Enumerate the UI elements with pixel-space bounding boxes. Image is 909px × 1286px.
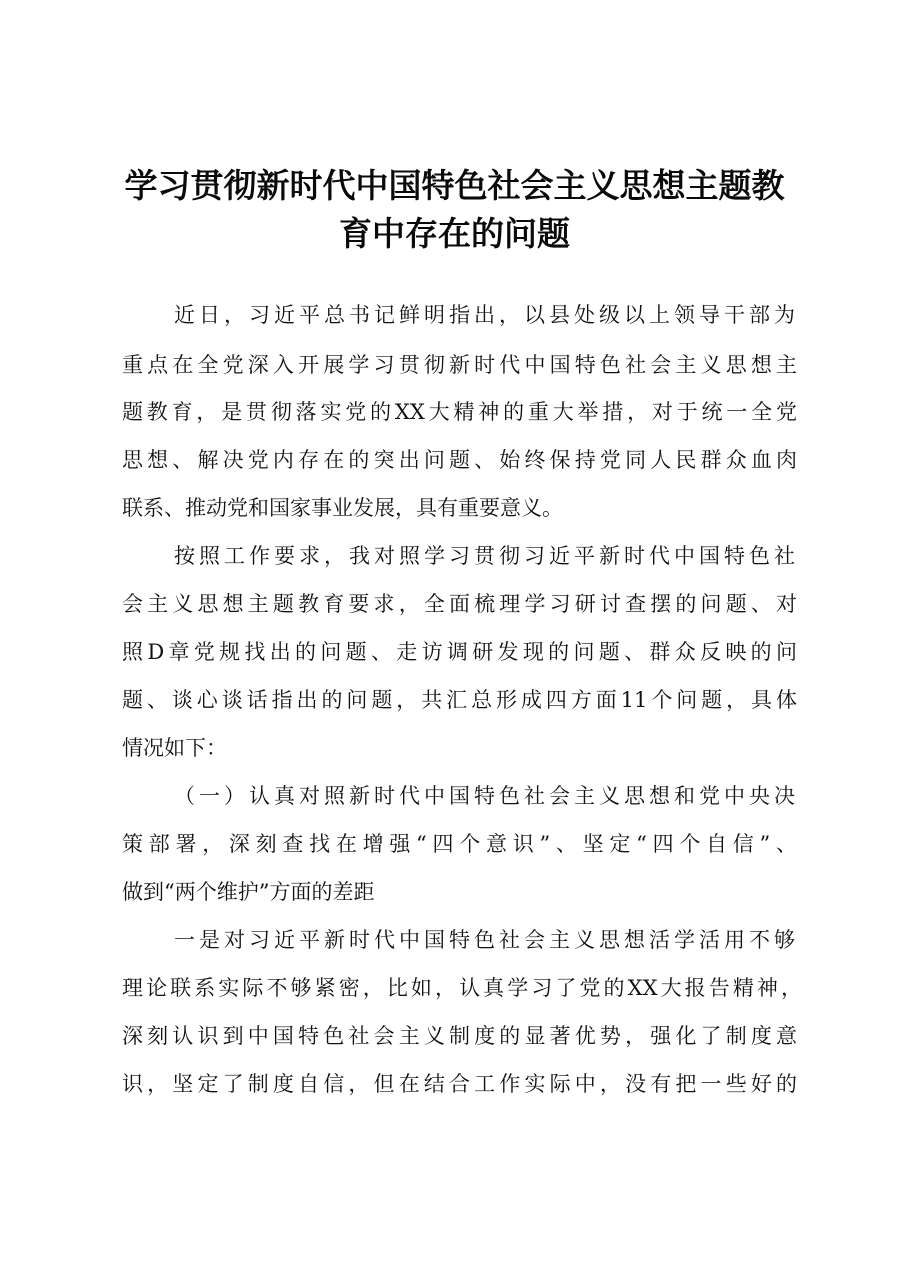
paragraph-2-line-3: 照D章党规找出的问题、走访调研发现的问题、群众反映的问 [122, 640, 797, 664]
section-heading-line-2: 策部署，深刻查找在增强“四个意识”、坚定“四个自信”、 [122, 832, 797, 856]
paragraph-1-line-2: 重点在全党深入开展学习贯彻新时代中国特色社会主义思想主 [122, 353, 797, 377]
section-heading-line-1: （一）认真对照新时代中国特色社会主义思想和党中央决 [174, 784, 795, 808]
paragraph-3-line-3: 深刻认识到中国特色社会主义制度的显著优势，强化了制度意 [122, 1024, 797, 1048]
paragraph-1-line-1: 近日，习近平总书记鲜明指出，以县处级以上领导干部为 [174, 303, 795, 327]
paragraph-2-line-4: 题、谈心谈话指出的问题，共汇总形成四方面11个问题，具体 [122, 688, 797, 712]
paragraph-3-line-4: 识，坚定了制度自信，但在结合工作实际中，没有把一些好的 [122, 1072, 797, 1096]
section-heading-line-3: 做到“两个维护”方面的差距 [122, 880, 375, 904]
paragraph-2-line-2: 会主义思想主题教育要求，全面梳理学习研讨查摆的问题、对 [122, 592, 797, 616]
paragraph-2-line-5: 情况如下： [122, 736, 227, 760]
paragraph-1-line-5: 联系、推动党和国家事业发展，具有重要意义。 [122, 496, 563, 520]
paragraph-1-line-3: 题教育，是贯彻落实党的XX大精神的重大举措，对于统一全党 [122, 400, 797, 424]
paragraph-1-line-4: 思想、解决党内存在的突出问题、始终保持党同人民群众血肉 [122, 448, 797, 472]
document-title-line-2: 育中存在的问题 [339, 214, 570, 253]
paragraph-3-line-2: 理论联系实际不够紧密，比如，认真学习了党的XX大报告精神， [122, 976, 802, 1000]
paragraph-3-line-1: 一是对习近平新时代中国特色社会主义思想活学活用不够 [174, 928, 795, 952]
document-title-line-1: 学习贯彻新时代中国特色社会主义思想主题教 [124, 166, 785, 205]
paragraph-2-line-1: 按照工作要求，我对照学习贯彻习近平新时代中国特色社 [174, 544, 795, 568]
